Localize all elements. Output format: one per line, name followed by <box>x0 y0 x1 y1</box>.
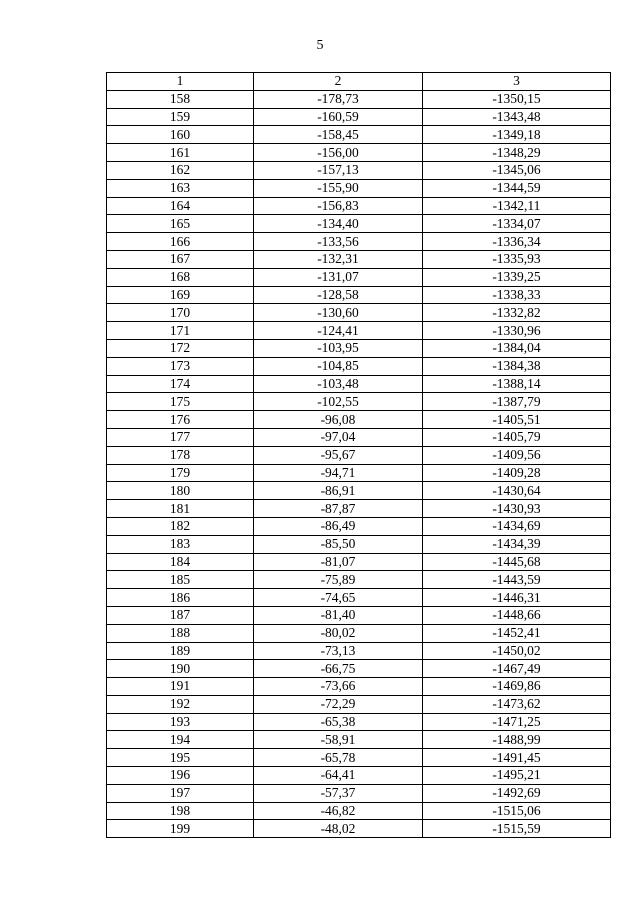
table-row <box>107 660 611 678</box>
column-3-cell: -1405,79 <box>423 428 611 446</box>
row-index-cell: 196 <box>107 767 254 785</box>
table-body <box>107 73 611 838</box>
table-row <box>107 589 611 607</box>
column-2-cell: -86,49 <box>254 517 423 535</box>
table-row <box>107 482 611 500</box>
row-index-cell: 173 <box>107 357 254 375</box>
table-row <box>107 197 611 215</box>
column-2-cell: -86,91 <box>254 482 423 500</box>
table-row <box>107 215 611 233</box>
column-2-cell: -75,89 <box>254 571 423 589</box>
row-index-cell: 171 <box>107 322 254 340</box>
column-2-cell: -134,40 <box>254 215 423 233</box>
row-index-cell: 191 <box>107 678 254 696</box>
table-row <box>107 784 611 802</box>
column-3-cell: -1452,41 <box>423 624 611 642</box>
row-index-cell: 198 <box>107 802 254 820</box>
table-row <box>107 713 611 731</box>
column-header-1: 1 <box>107 73 254 91</box>
column-3-cell: -1339,25 <box>423 268 611 286</box>
column-3-cell: -1338,33 <box>423 286 611 304</box>
row-index-cell: 170 <box>107 304 254 322</box>
column-2-cell: -85,50 <box>254 535 423 553</box>
row-index-cell: 183 <box>107 535 254 553</box>
table-row <box>107 446 611 464</box>
column-3-cell: -1343,48 <box>423 108 611 126</box>
column-2-cell: -128,58 <box>254 286 423 304</box>
column-2-cell: -94,71 <box>254 464 423 482</box>
column-3-cell: -1515,59 <box>423 820 611 838</box>
column-3-cell: -1335,93 <box>423 250 611 268</box>
table-row <box>107 767 611 785</box>
column-3-cell: -1446,31 <box>423 589 611 607</box>
column-2-cell: -46,82 <box>254 802 423 820</box>
table-row <box>107 731 611 749</box>
row-index-cell: 178 <box>107 446 254 464</box>
row-index-cell: 177 <box>107 428 254 446</box>
column-2-cell: -155,90 <box>254 179 423 197</box>
row-index-cell: 174 <box>107 375 254 393</box>
table-row <box>107 304 611 322</box>
column-2-cell: -74,65 <box>254 589 423 607</box>
data-table <box>106 72 611 838</box>
row-index-cell: 193 <box>107 713 254 731</box>
column-2-cell: -156,00 <box>254 144 423 162</box>
row-index-cell: 167 <box>107 250 254 268</box>
table-row <box>107 606 611 624</box>
column-3-cell: -1434,39 <box>423 535 611 553</box>
column-3-cell: -1430,64 <box>423 482 611 500</box>
row-index-cell: 163 <box>107 179 254 197</box>
table-row <box>107 695 611 713</box>
column-3-cell: -1344,59 <box>423 179 611 197</box>
row-index-cell: 194 <box>107 731 254 749</box>
table-row <box>107 428 611 446</box>
column-2-cell: -133,56 <box>254 233 423 251</box>
column-2-cell: -104,85 <box>254 357 423 375</box>
row-index-cell: 158 <box>107 90 254 108</box>
row-index-cell: 192 <box>107 695 254 713</box>
row-index-cell: 182 <box>107 517 254 535</box>
column-3-cell: -1350,15 <box>423 90 611 108</box>
column-2-cell: -124,41 <box>254 322 423 340</box>
column-2-cell: -66,75 <box>254 660 423 678</box>
table-row <box>107 179 611 197</box>
row-index-cell: 184 <box>107 553 254 571</box>
table-row <box>107 393 611 411</box>
row-index-cell: 190 <box>107 660 254 678</box>
column-3-cell: -1409,56 <box>423 446 611 464</box>
table-header-row <box>107 73 611 91</box>
column-3-cell: -1430,93 <box>423 500 611 518</box>
row-index-cell: 188 <box>107 624 254 642</box>
column-3-cell: -1445,68 <box>423 553 611 571</box>
table-row <box>107 500 611 518</box>
table-row <box>107 535 611 553</box>
column-3-cell: -1345,06 <box>423 161 611 179</box>
table-row <box>107 144 611 162</box>
column-3-cell: -1488,99 <box>423 731 611 749</box>
column-2-cell: -80,02 <box>254 624 423 642</box>
column-3-cell: -1384,38 <box>423 357 611 375</box>
column-3-cell: -1384,04 <box>423 339 611 357</box>
column-2-cell: -103,95 <box>254 339 423 357</box>
table-row <box>107 233 611 251</box>
column-3-cell: -1330,96 <box>423 322 611 340</box>
row-index-cell: 185 <box>107 571 254 589</box>
column-2-cell: -73,13 <box>254 642 423 660</box>
row-index-cell: 161 <box>107 144 254 162</box>
column-2-cell: -97,04 <box>254 428 423 446</box>
row-index-cell: 166 <box>107 233 254 251</box>
column-2-cell: -103,48 <box>254 375 423 393</box>
column-2-cell: -81,07 <box>254 553 423 571</box>
row-index-cell: 181 <box>107 500 254 518</box>
column-2-cell: -131,07 <box>254 268 423 286</box>
column-2-cell: -95,67 <box>254 446 423 464</box>
row-index-cell: 189 <box>107 642 254 660</box>
column-3-cell: -1450,02 <box>423 642 611 660</box>
row-index-cell: 169 <box>107 286 254 304</box>
column-3-cell: -1332,82 <box>423 304 611 322</box>
table-row <box>107 571 611 589</box>
column-2-cell: -65,38 <box>254 713 423 731</box>
row-index-cell: 176 <box>107 411 254 429</box>
column-2-cell: -102,55 <box>254 393 423 411</box>
column-3-cell: -1515,06 <box>423 802 611 820</box>
table-row <box>107 126 611 144</box>
column-3-cell: -1473,62 <box>423 695 611 713</box>
column-2-cell: -160,59 <box>254 108 423 126</box>
table-row <box>107 339 611 357</box>
column-3-cell: -1492,69 <box>423 784 611 802</box>
table-row <box>107 802 611 820</box>
column-3-cell: -1467,49 <box>423 660 611 678</box>
column-3-cell: -1495,21 <box>423 767 611 785</box>
column-2-cell: -72,29 <box>254 695 423 713</box>
column-header-3: 3 <box>423 73 611 91</box>
column-3-cell: -1388,14 <box>423 375 611 393</box>
table-row <box>107 553 611 571</box>
table-row <box>107 250 611 268</box>
row-index-cell: 165 <box>107 215 254 233</box>
column-2-cell: -156,83 <box>254 197 423 215</box>
row-index-cell: 172 <box>107 339 254 357</box>
table-row <box>107 268 611 286</box>
column-3-cell: -1336,34 <box>423 233 611 251</box>
column-3-cell: -1348,29 <box>423 144 611 162</box>
table-row <box>107 322 611 340</box>
column-2-cell: -57,37 <box>254 784 423 802</box>
table-row <box>107 161 611 179</box>
row-index-cell: 186 <box>107 589 254 607</box>
table-row <box>107 464 611 482</box>
page-number: 5 <box>316 38 324 53</box>
row-index-cell: 160 <box>107 126 254 144</box>
row-index-cell: 180 <box>107 482 254 500</box>
column-2-cell: -65,78 <box>254 749 423 767</box>
table-row <box>107 108 611 126</box>
column-3-cell: -1409,28 <box>423 464 611 482</box>
table-row <box>107 517 611 535</box>
column-2-cell: -132,31 <box>254 250 423 268</box>
row-index-cell: 199 <box>107 820 254 838</box>
column-3-cell: -1387,79 <box>423 393 611 411</box>
table-row <box>107 411 611 429</box>
column-2-cell: -157,13 <box>254 161 423 179</box>
column-3-cell: -1349,18 <box>423 126 611 144</box>
column-header-2: 2 <box>254 73 423 91</box>
column-3-cell: -1491,45 <box>423 749 611 767</box>
table-row <box>107 375 611 393</box>
row-index-cell: 179 <box>107 464 254 482</box>
table-row <box>107 624 611 642</box>
row-index-cell: 175 <box>107 393 254 411</box>
column-3-cell: -1434,69 <box>423 517 611 535</box>
row-index-cell: 197 <box>107 784 254 802</box>
column-3-cell: -1469,86 <box>423 678 611 696</box>
row-index-cell: 187 <box>107 606 254 624</box>
row-index-cell: 195 <box>107 749 254 767</box>
table-row <box>107 90 611 108</box>
row-index-cell: 164 <box>107 197 254 215</box>
table-row <box>107 357 611 375</box>
row-index-cell: 168 <box>107 268 254 286</box>
row-index-cell: 159 <box>107 108 254 126</box>
row-index-cell: 162 <box>107 161 254 179</box>
column-2-cell: -73,66 <box>254 678 423 696</box>
table-row <box>107 642 611 660</box>
column-2-cell: -87,87 <box>254 500 423 518</box>
column-2-cell: -178,73 <box>254 90 423 108</box>
column-2-cell: -48,02 <box>254 820 423 838</box>
table-row <box>107 286 611 304</box>
column-3-cell: -1342,11 <box>423 197 611 215</box>
column-2-cell: -58,91 <box>254 731 423 749</box>
column-2-cell: -64,41 <box>254 767 423 785</box>
column-2-cell: -158,45 <box>254 126 423 144</box>
column-3-cell: -1405,51 <box>423 411 611 429</box>
table-row <box>107 678 611 696</box>
column-3-cell: -1334,07 <box>423 215 611 233</box>
column-2-cell: -81,40 <box>254 606 423 624</box>
table-row <box>107 820 611 838</box>
column-2-cell: -96,08 <box>254 411 423 429</box>
column-3-cell: -1471,25 <box>423 713 611 731</box>
column-3-cell: -1448,66 <box>423 606 611 624</box>
table-row <box>107 749 611 767</box>
column-2-cell: -130,60 <box>254 304 423 322</box>
column-3-cell: -1443,59 <box>423 571 611 589</box>
